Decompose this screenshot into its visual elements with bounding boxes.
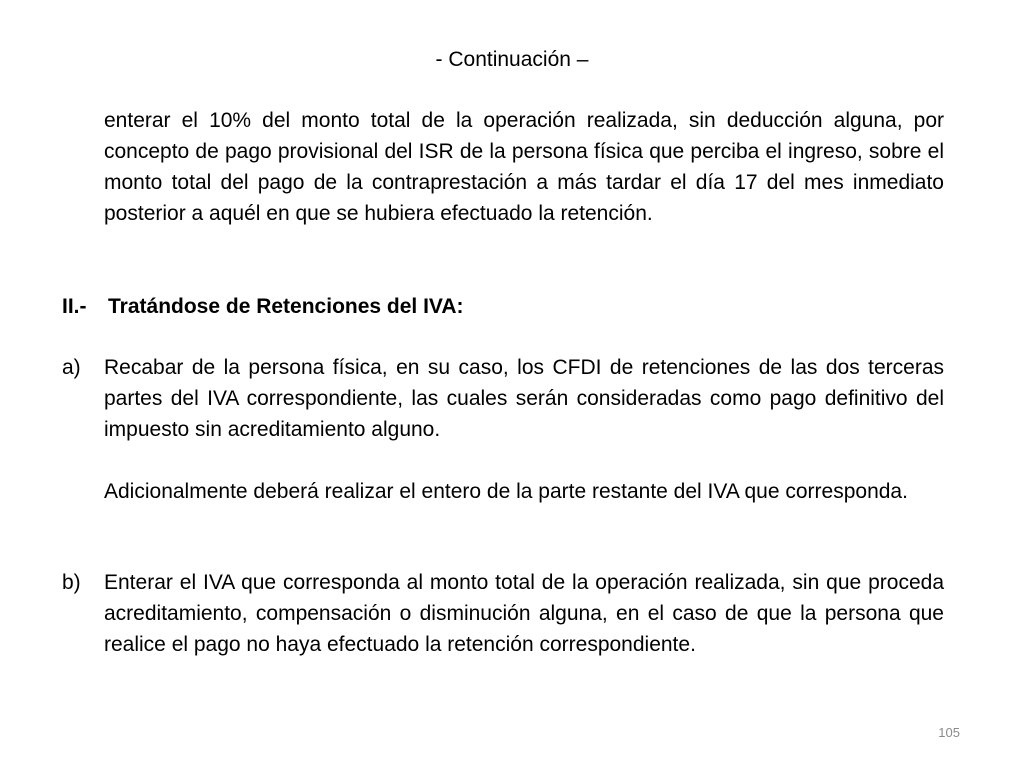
section-heading — [62, 291, 464, 322]
section-number: II.- — [62, 295, 87, 318]
continuation-heading: - Continuación – — [435, 48, 589, 71]
list-item-a-text: Recabar de la persona física, en su caso, los CFDI de retenciones de las dos terceras partes del IVA correspondiente, las cuales serán consideradas como pago definitivo del impuesto sin acreditamiento alguno. — [104, 356, 944, 441]
list-item-a-letter: a) — [62, 356, 81, 379]
list-item-a-extra: Adicionalmente deberá realizar el entero de la parte restante del IVA que corresponda. — [104, 480, 908, 503]
page-number: 105 — [938, 725, 960, 740]
list-item-b-text: Enterar el IVA que corresponda al monto total de la operación realizada, sin que proceda acreditamiento, compensación o disminución alguna, en el caso de que la persona que realice el pago no haya efectuado la retención correspondiente. — [104, 571, 944, 656]
section-title: Tratándose de Retenciones del IVA: — [108, 295, 464, 318]
list-item-b-letter: b) — [62, 571, 81, 594]
intro-paragraph: enterar el 10% del monto total de la operación realizada, sin deducción alguna, por concepto de pago provisional del ISR de la persona física que perciba el ingreso, sobre el monto total del pago de la contraprestación a más tardar el día 17 del mes inmediato posterior a aquél en que se hubiera efectuado la retención. — [104, 109, 944, 225]
